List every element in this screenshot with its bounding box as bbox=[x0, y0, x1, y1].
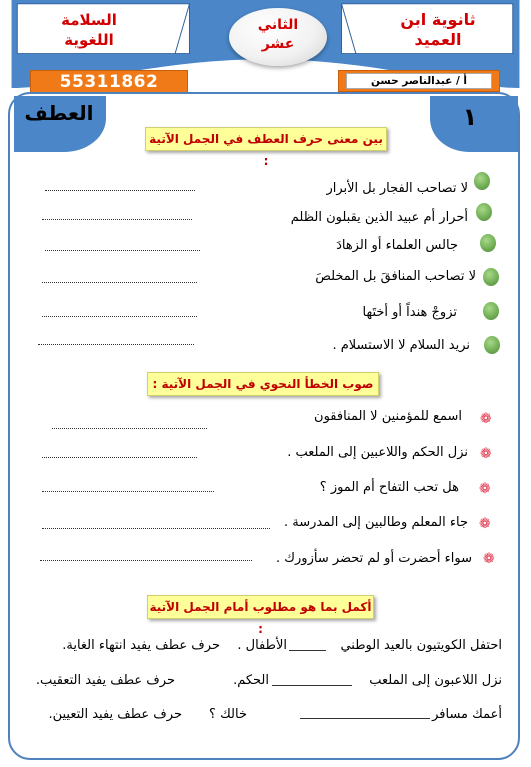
fill-sentence-start: نزل اللاعبون إلى الملعب bbox=[369, 673, 502, 688]
grade-line1: الثاني bbox=[257, 17, 299, 33]
section2-item: نزل الحكم واللاعبين إلى الملعب . bbox=[287, 445, 468, 460]
answer-line bbox=[42, 527, 270, 529]
green-bullet-icon bbox=[474, 172, 490, 190]
flower-bullet-icon: ❁ bbox=[479, 481, 491, 497]
section1-title: بين معنى حرف العطف في الجمل الآتية : bbox=[145, 127, 387, 151]
green-bullet-icon bbox=[483, 268, 499, 286]
section1-item: لا تصاحب المنافقَ بل المخلصَ bbox=[315, 269, 476, 284]
flower-bullet-icon: ❁ bbox=[480, 411, 492, 427]
flower-bullet-icon: ❁ bbox=[479, 516, 491, 532]
blank-line bbox=[272, 685, 352, 686]
section1-item: نريد السلام لا الاستسلام . bbox=[332, 338, 470, 353]
phone-number: 55311862 bbox=[30, 70, 188, 94]
green-bullet-icon bbox=[480, 234, 496, 252]
answer-line bbox=[45, 249, 200, 251]
school-name-line1: ثانوية ابن bbox=[400, 10, 476, 29]
teacher-name: أ / عبدالناصر حسن bbox=[346, 73, 492, 89]
section2-item: هل تحب التفاح أم الموز ؟ bbox=[319, 480, 459, 495]
fill-sentence-end: الأطفال . bbox=[237, 638, 287, 653]
fill-instruction: حرف عطف يفيد التعقيب. bbox=[35, 673, 175, 688]
section2-item: اسمع للمؤمنين لا المنافقون bbox=[314, 409, 462, 424]
section1-item: تزوجْ هنداً أو أختَها bbox=[362, 305, 457, 320]
grade-line2: عشر bbox=[261, 36, 295, 52]
answer-line bbox=[42, 490, 214, 492]
section1-item: لا تصاحب الفجار بل الأبرار bbox=[326, 181, 468, 196]
section3-title: أكمل بما هو مطلوب أمام الجمل الآتية : bbox=[147, 595, 374, 619]
flower-bullet-icon: ❁ bbox=[483, 551, 495, 567]
green-bullet-icon bbox=[484, 336, 500, 354]
answer-line bbox=[42, 281, 197, 283]
green-bullet-icon bbox=[476, 203, 492, 221]
answer-line bbox=[38, 343, 194, 345]
green-bullet-icon bbox=[483, 302, 499, 320]
fill-sentence-start: أعمك مسافر bbox=[432, 707, 502, 722]
fill-instruction: حرف عطف يفيد انتهاء الغاية. bbox=[62, 638, 220, 653]
fill-sentence-end: خالك ؟ bbox=[209, 707, 247, 722]
flower-bullet-icon: ❁ bbox=[480, 446, 492, 462]
grade-text bbox=[229, 16, 327, 54]
answer-line bbox=[45, 189, 195, 191]
lesson-number: ١ bbox=[462, 103, 478, 131]
blank-line bbox=[289, 650, 326, 651]
answer-line bbox=[40, 559, 252, 561]
answer-line bbox=[42, 456, 197, 458]
subject-name-line2: اللغوية bbox=[64, 31, 114, 49]
fill-sentence-end: الحكم. bbox=[233, 673, 269, 688]
section2-item: جاء المعلم وطالبين إلى المدرسة . bbox=[284, 515, 468, 530]
school-name bbox=[358, 10, 518, 50]
fill-instruction: حرف عطف يفيد التعيين. bbox=[48, 707, 182, 722]
subject-name-line1: السلامة bbox=[61, 11, 117, 29]
topic-title: العطف bbox=[24, 101, 94, 125]
answer-line bbox=[42, 315, 197, 317]
answer-line bbox=[52, 427, 207, 429]
section2-title: صوب الخطأ النحوي في الجمل الآتية : bbox=[147, 372, 379, 396]
subject-name bbox=[14, 10, 164, 50]
blank-line bbox=[300, 718, 430, 719]
school-name-line2: العميد bbox=[414, 30, 462, 49]
section1-item: أحرار أم عبيد الذين يقبلون الظلم bbox=[290, 210, 468, 225]
answer-line bbox=[42, 218, 192, 220]
section2-item: سواء أحضرت أو لم تحضر سأزورك . bbox=[276, 551, 472, 566]
section1-item: جالس العلماء أو الزهادَ bbox=[336, 238, 458, 253]
fill-sentence-start: احتفل الكويتيون بالعيد الوطني bbox=[340, 638, 502, 653]
